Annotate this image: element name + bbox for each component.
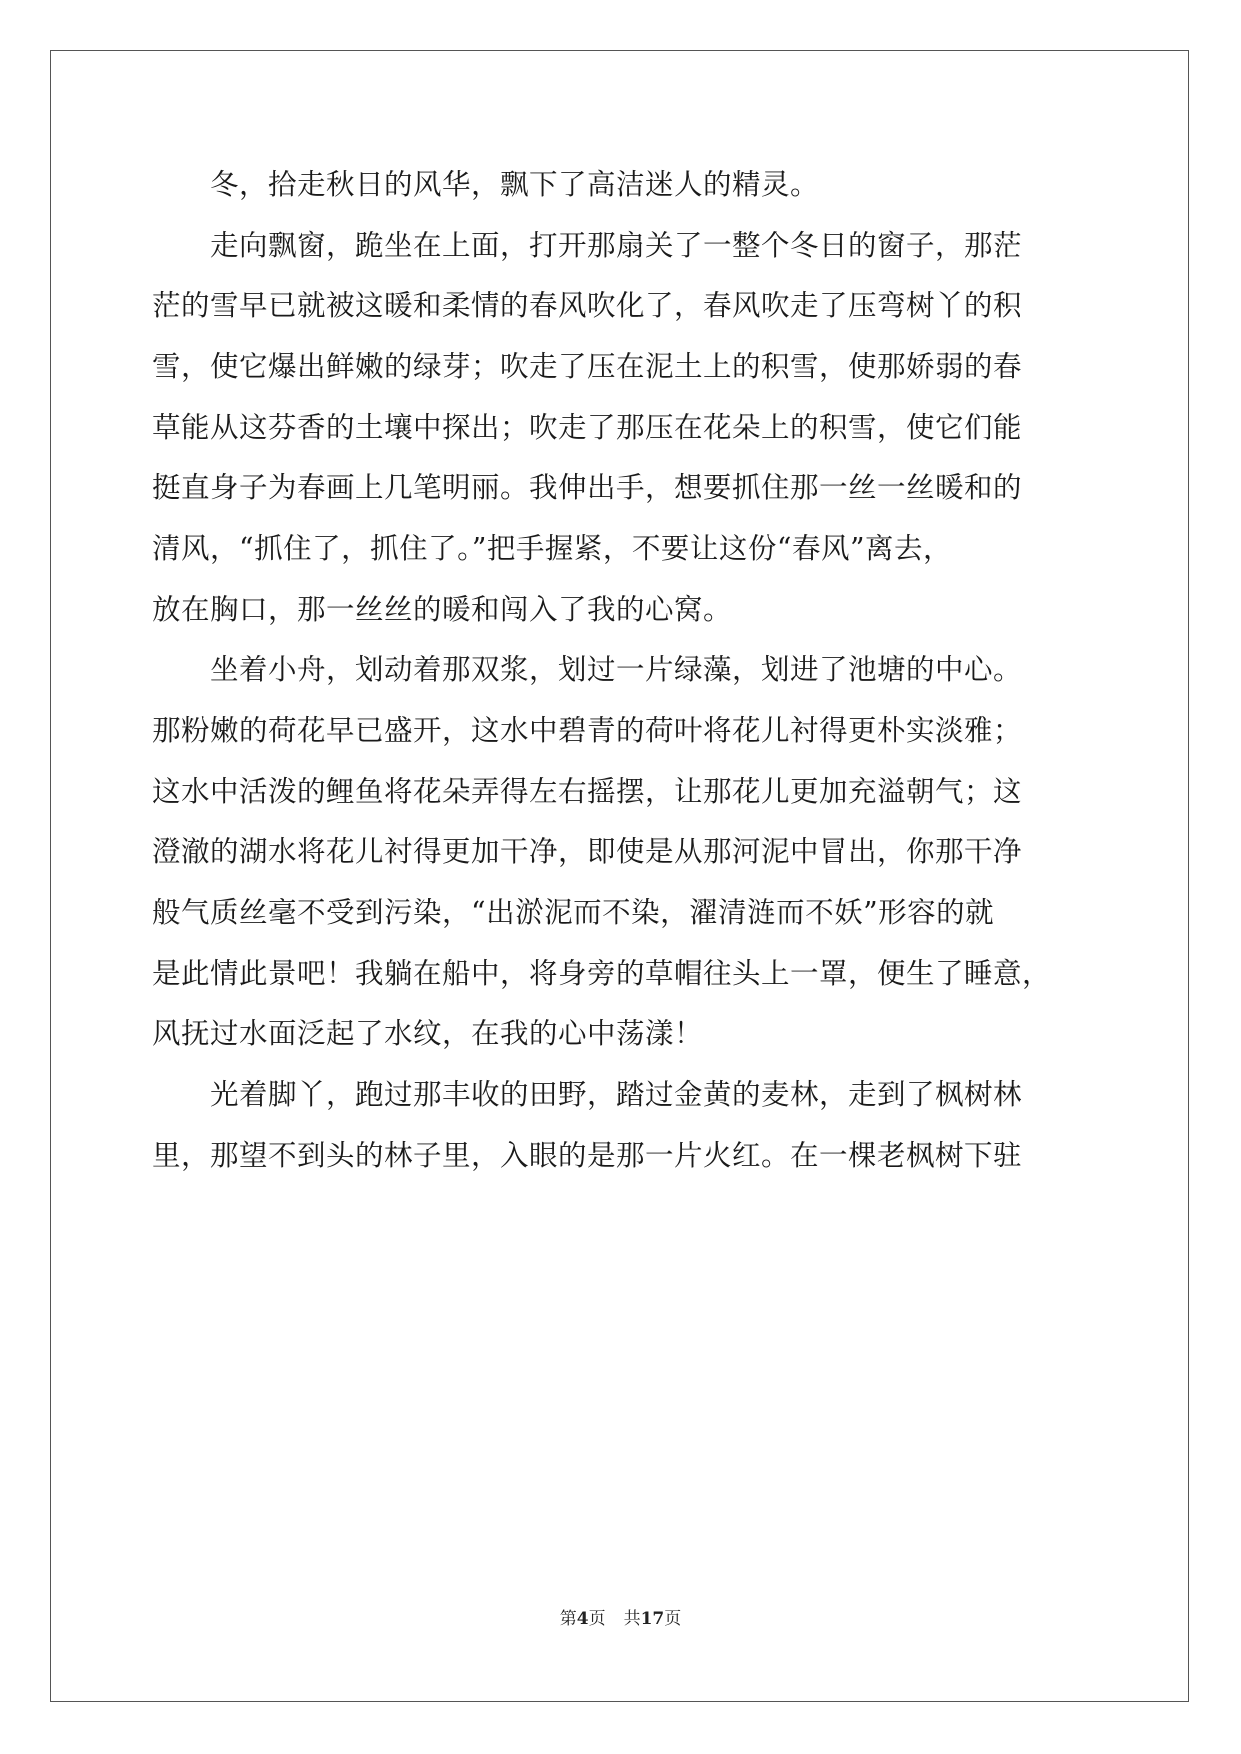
current-page-number: 4 [576,1609,589,1629]
paragraph-line: 坐着小舟，划动着那双浆，划过一片绿藻，划进了池塘的中心。 [152,653,1023,686]
paragraph-line: 里，那望不到头的林子里，入眼的是那一片火红。在一棵老枫树下驻 [152,1139,1023,1172]
page-prefix: 第 [559,1609,577,1629]
paragraph-line: 走向飘窗，跪坐在上面，打开那扇关了一整个冬日的窗子，那茫 [152,229,1023,262]
paragraph-line: 放在胸口，那一丝丝的暖和闯入了我的心窝。 [152,593,733,626]
paragraph-line: 挺直身子为春画上几笔明丽。我伸出手，想要抓住那一丝一丝暖和的 [152,471,1023,504]
total-prefix: 共 [623,1609,641,1629]
paragraph-line: 是此情此景吧！我躺在船中，将身旁的草帽往头上一罩，便生了睡意， [152,957,1052,990]
page-suffix: 页 [588,1609,606,1629]
paragraph-line: 这水中活泼的鲤鱼将花朵弄得左右摇摆，让那花儿更加充溢朝气；这 [152,775,1023,808]
paragraph-line: 雪，使它爆出鲜嫩的绿芽；吹走了压在泥土上的积雪，使那娇弱的春 [152,350,1023,383]
paragraph-line: 冬，拾走秋日的风华，飘下了高洁迷人的精灵。 [152,168,820,201]
paragraph-line: 草能从这芬香的土壤中探出；吹走了那压在花朵上的积雪，使它们能 [152,411,1023,444]
total-page-count: 17 [640,1609,665,1629]
paragraph-line: 般气质丝毫不受到污染，“出淤泥而不染，濯清涟而不妖”形容的就 [152,896,995,929]
paragraph-line: 茫的雪早已就被这暖和柔情的春风吹化了，春风吹走了压弯树丫的积 [152,289,1023,322]
paragraph-line: 那粉嫩的荷花早已盛开，这水中碧青的荷叶将花儿衬得更朴实淡雅； [152,714,1023,747]
total-suffix: 页 [664,1609,682,1629]
paragraph-line: 清风，“抓住了，抓住了。”把手握紧，不要让这份“春风”离去， [152,532,953,565]
paragraph-line: 光着脚丫，跑过那丰收的田野，踏过金黄的麦林，走到了枫树林 [152,1078,1023,1111]
page-footer [0,1608,1241,1630]
paragraph-line: 风抚过水面泛起了水纹，在我的心中荡漾！ [152,1017,704,1050]
paragraph-line: 澄澈的湖水将花儿衬得更加干净，即使是从那河泥中冒出，你那干净 [152,835,1023,868]
